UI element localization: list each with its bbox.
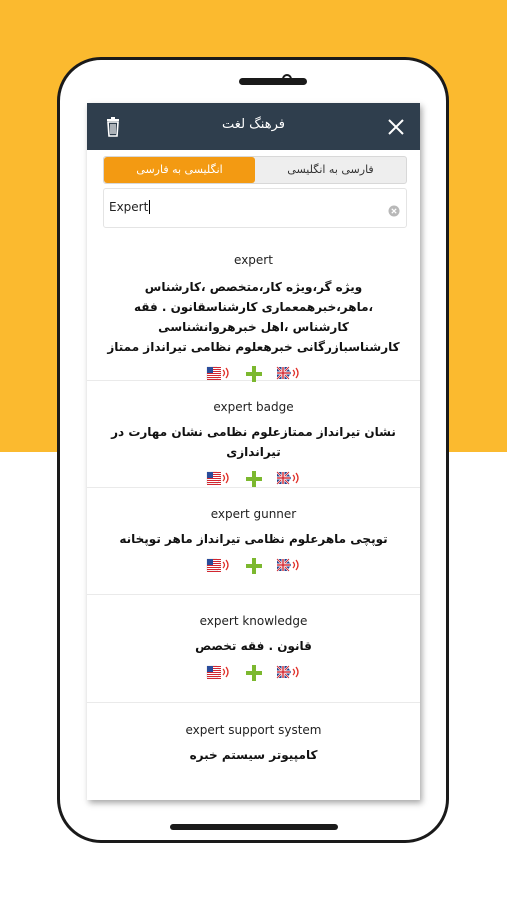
list-item[interactable]	[87, 231, 420, 381]
results-list	[87, 231, 420, 793]
entry-meaning: نشان تیرانداز ممتازعلوم نظامی نشان مهارت در تیراندازی	[111, 425, 396, 459]
list-item[interactable]	[87, 703, 420, 793]
uk-flag-speaker-icon[interactable]	[276, 555, 302, 575]
us-flag-speaker-icon[interactable]	[206, 662, 232, 682]
search-box[interactable]	[103, 188, 407, 228]
close-icon[interactable]	[384, 115, 408, 139]
us-flag-speaker-icon[interactable]	[206, 555, 232, 575]
entry-word: expert gunner	[210, 507, 297, 521]
list-item[interactable]	[87, 488, 420, 595]
clear-icon[interactable]	[388, 202, 400, 214]
entry-actions	[204, 555, 304, 577]
entry-actions	[204, 662, 304, 684]
entry-meaning: ویژه گر،ویژه کار،متخصص ،کارشناس ،ماهر،خبرهمعماری کارشناسقانون . فقه کارشناس ،اهل خبرهروانشناسی کارشناسبازرگانی خبرهعلوم نظامی تیرانداز ممتاز	[107, 280, 400, 354]
uk-flag-speaker-icon[interactable]	[276, 468, 302, 488]
list-item[interactable]	[87, 595, 420, 703]
page-title: فرهنگ لغت	[222, 117, 285, 132]
direction-toggle	[103, 156, 407, 184]
plus-icon[interactable]	[244, 664, 264, 682]
entry-word: expert support system	[185, 723, 322, 737]
phone-home-bar	[170, 824, 338, 830]
entry-meaning: قانون . فقه تخصص	[195, 639, 312, 653]
tab-english-to-farsi[interactable]: انگلیسی به فارسی	[104, 157, 255, 183]
tab-farsi-to-english[interactable]: فارسی به انگلیسی	[287, 163, 374, 176]
app-screen	[87, 103, 420, 800]
phone-camera	[282, 74, 292, 84]
entry-word: expert	[234, 253, 273, 267]
plus-icon[interactable]	[244, 557, 264, 575]
list-item[interactable]	[87, 381, 420, 488]
entry-word: expert badge	[213, 400, 294, 414]
plus-icon[interactable]	[244, 470, 264, 488]
us-flag-speaker-icon[interactable]	[206, 363, 232, 383]
phone-speaker	[239, 78, 307, 85]
app-bar	[87, 103, 420, 150]
uk-flag-speaker-icon[interactable]	[276, 662, 302, 682]
uk-flag-speaker-icon[interactable]	[276, 363, 302, 383]
entry-meaning: توپچی ماهرعلوم نظامی تیرانداز ماهر توپخانه	[119, 532, 388, 546]
us-flag-speaker-icon[interactable]	[206, 468, 232, 488]
entry-actions	[204, 468, 304, 490]
search-input[interactable]: Expert	[109, 200, 149, 214]
entry-word: expert knowledge	[199, 614, 308, 628]
entry-meaning: کامپیوتر سیستم خبره	[189, 748, 318, 762]
